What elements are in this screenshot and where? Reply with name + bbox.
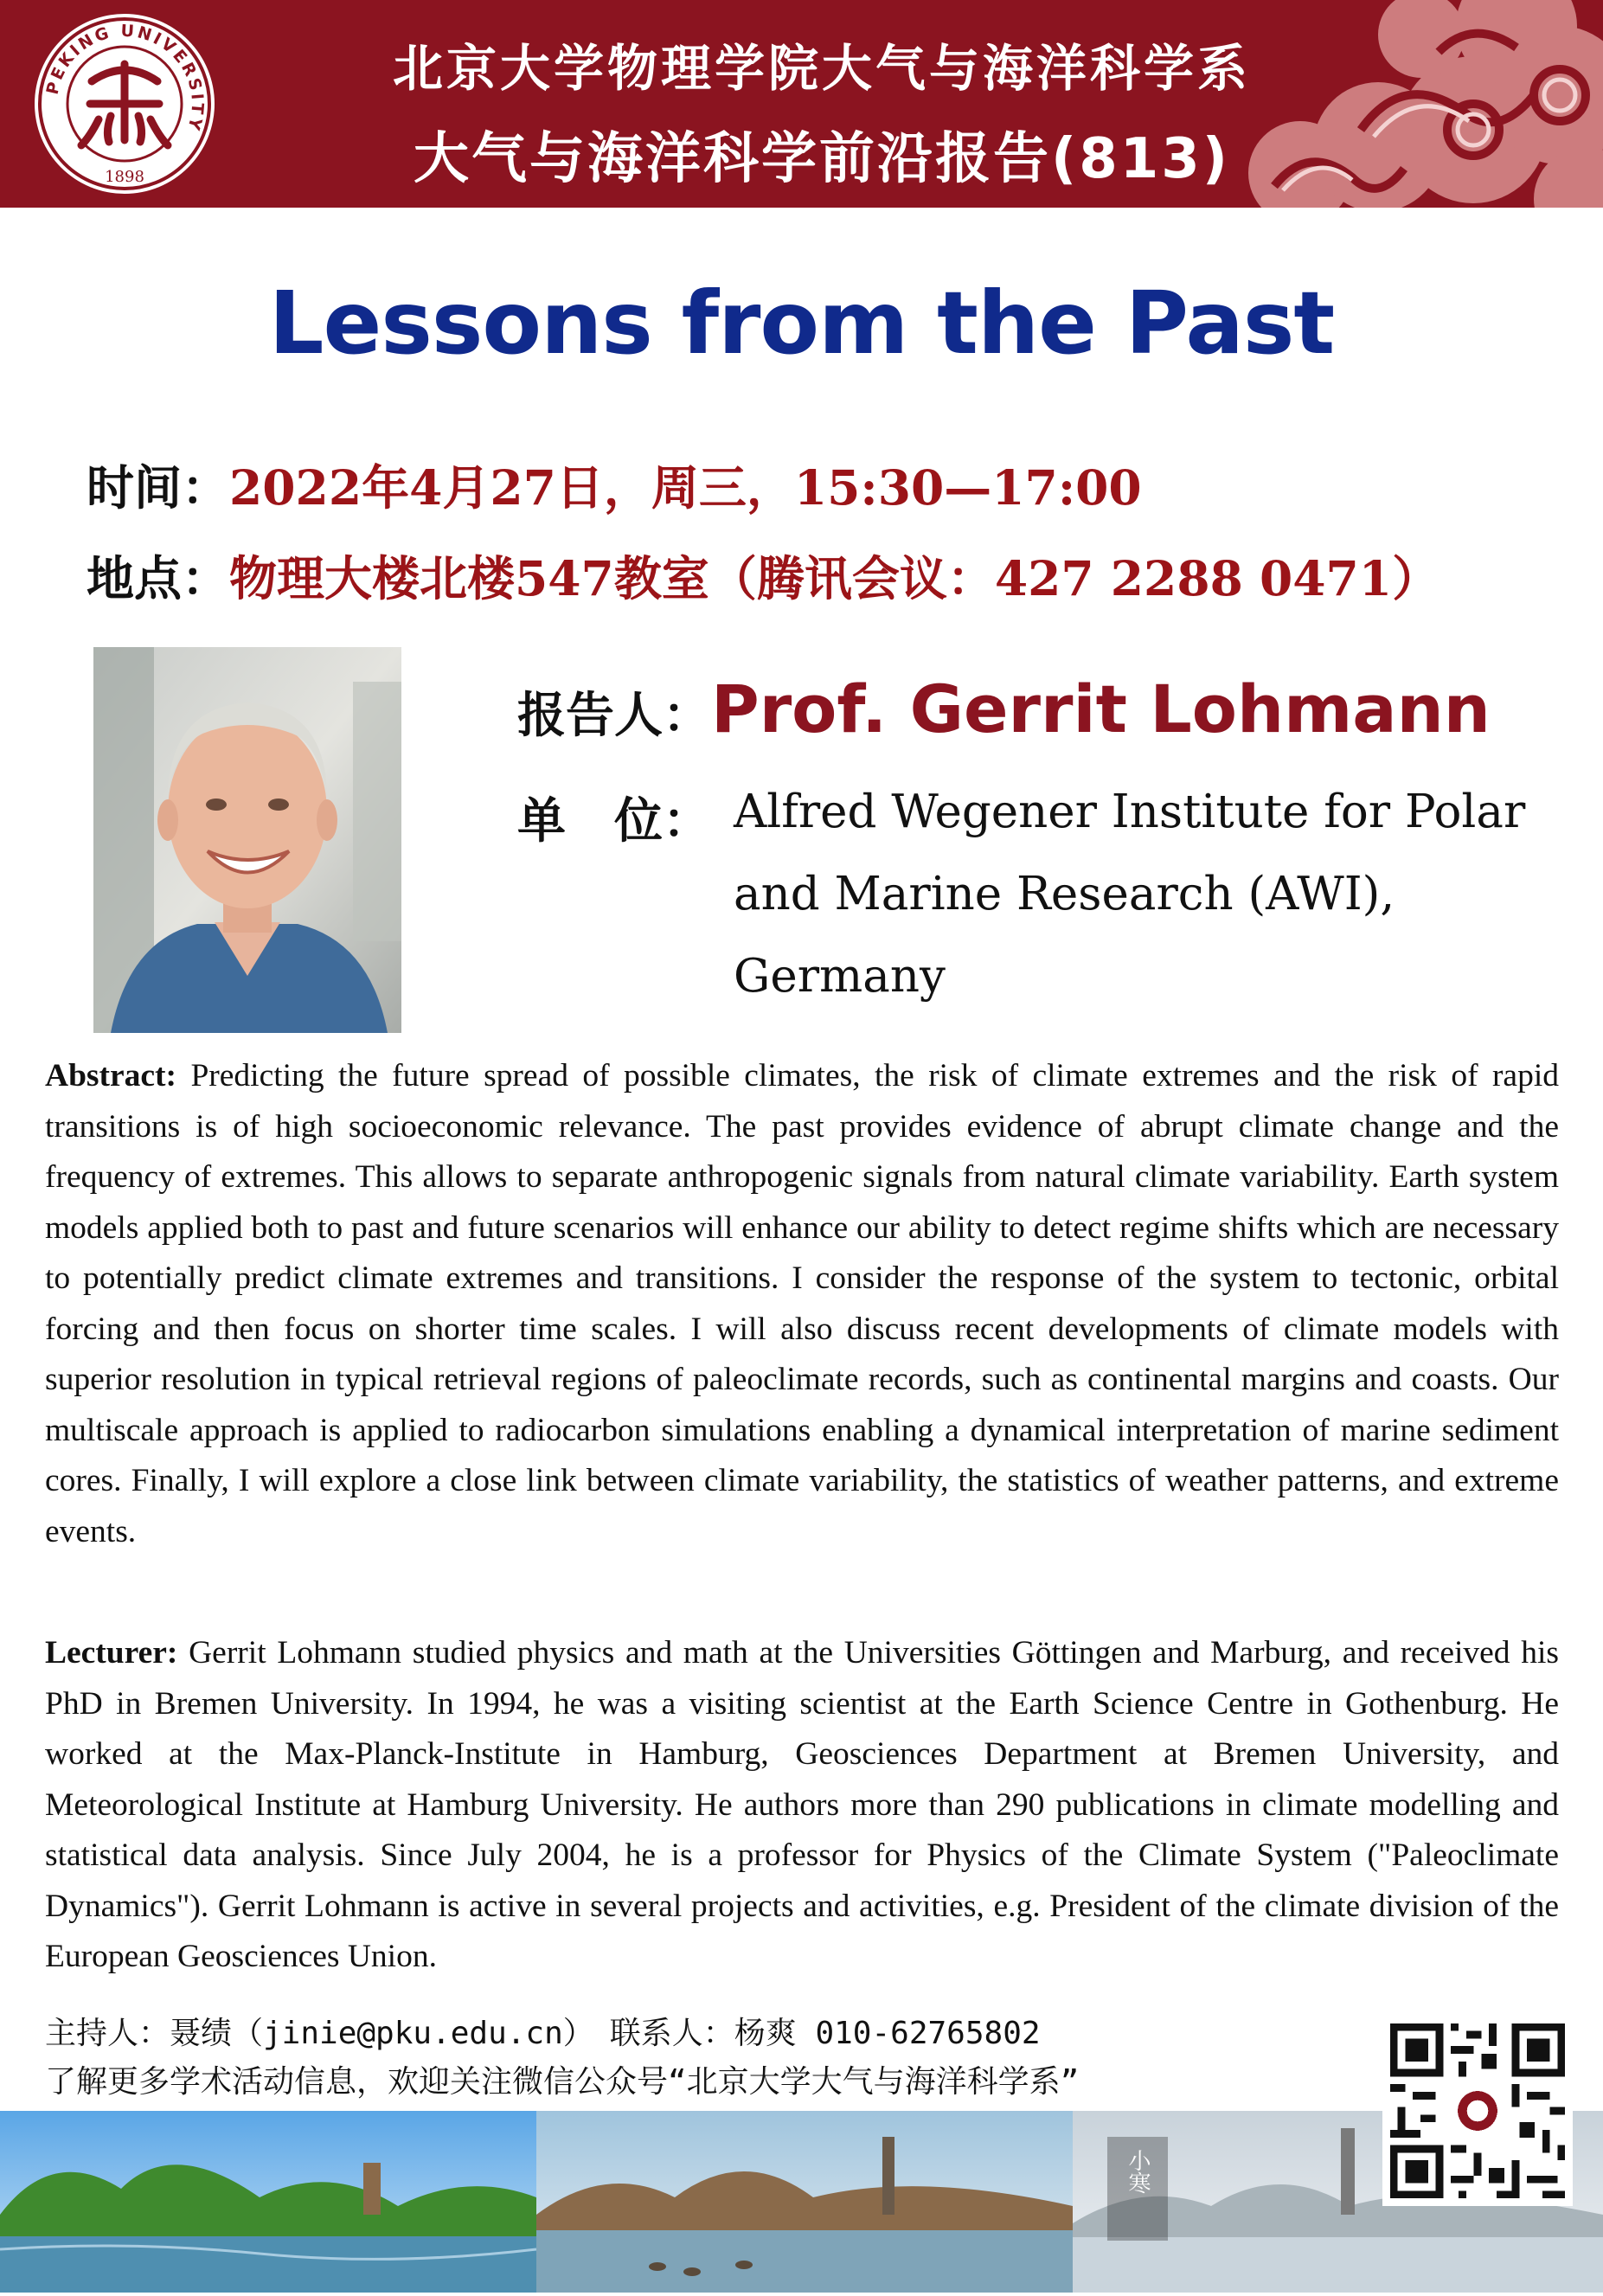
time-row xyxy=(87,450,1142,518)
department-title: 北京大学物理学院大气与海洋科学系 xyxy=(392,39,1251,98)
seminar-series-title: 大气与海洋科学前沿报告(813) xyxy=(413,127,1231,191)
unit-line: Alfred Wegener Institute for Polar xyxy=(734,786,1526,838)
lecturer-paragraph xyxy=(45,1628,1559,1983)
place-label: 地点： xyxy=(87,551,230,606)
header-banner xyxy=(0,0,1603,208)
photo-caption: 小寒 xyxy=(1125,2149,1151,2194)
lecturer-text: Gerrit Lohmann studied physics and math at the Universities Göttingen and Marburg, and received his PhD in Bremen University. In 1994, he was a visiting scientist at the Earth Science Centre in Gothenburg. He worked at the Max-Planck-Institute in Hamburg, Geosciences Department at Bremen University, and Meteorological Institute at Hamburg University. He authors more than 290 publications in climate modelling and statistical data analysis. Since July 2004, he is a professor for Physics of the Climate System ("Paleoclimate Dynamics"). Gerrit Lohmann is active in several projects and activities, e.g. President of the climate division of the European Geosciences Union. xyxy=(45,1635,1560,1974)
campus-photo-strip xyxy=(0,2111,1603,2293)
time-value: 2022年4月27日，周三，15:30—17:00 xyxy=(229,459,1142,516)
seal-ring-text: PEKING UNIVERSITY xyxy=(42,21,208,135)
host-contact: 主持人：聂绩（jinie@pku.edu.cn） 联系人：杨爽 010-62765802 xyxy=(45,2016,1041,2051)
place-row xyxy=(87,541,1439,609)
speaker-name: Prof. Gerrit Lohmann xyxy=(711,670,1491,747)
wechat-notice: 了解更多学术活动信息，欢迎关注微信公众号“北京大学大气与海洋科学系” xyxy=(45,2064,1080,2100)
time-label: 时间： xyxy=(87,460,230,516)
speaker-photo xyxy=(93,647,401,1033)
unit-label: 单 位： xyxy=(517,793,711,850)
abstract-label: Abstract: xyxy=(45,1058,177,1093)
place-value: 物理大楼北楼547教室（腾讯会议：427 2288 0471） xyxy=(229,550,1440,606)
speaker-row xyxy=(517,670,1491,747)
wechat-qr-code-icon xyxy=(1382,2016,1573,2206)
abstract-text: Predicting the future spread of possible climates, the risk of climate extremes and the risk of rapid transitions is of high socioeconomic relevance. The past provides evidence of abrupt climate change and the frequency of extremes. This allows to separate anthropogenic signals from natural climate variability. Earth system models applied both to past and future scenarios will enhance our ability to detect regime shifts which are necessary to potentially predict climate extremes and transitions. I consider the response of the system to tectonic, orbital forcing and then focus on shorter time scales. I will also discuss recent developments of climate models with superior resolution in typical retrieval regions of paleoclimate records, such as continental margins and coasts. Our multiscale approach is applied to radiocarbon simulations enabling a dynamical interpretation of marine sediment cores. Finally, I will explore a close link between climate variability, the statistics of weather patterns, and extreme events. xyxy=(45,1058,1559,1549)
seal-emblem-icon xyxy=(81,64,168,145)
peking-university-seal xyxy=(31,10,218,197)
seal-year: 1898 xyxy=(105,168,144,186)
unit-line: and Marine Research (AWI), xyxy=(734,868,1395,920)
abstract-paragraph xyxy=(45,1051,1559,1557)
lecturer-label: Lecturer: xyxy=(45,1635,178,1671)
unit-line: Germany xyxy=(734,950,946,1003)
speaker-label: 报告人： xyxy=(517,688,711,744)
talk-title: Lessons from the Past xyxy=(268,273,1335,374)
